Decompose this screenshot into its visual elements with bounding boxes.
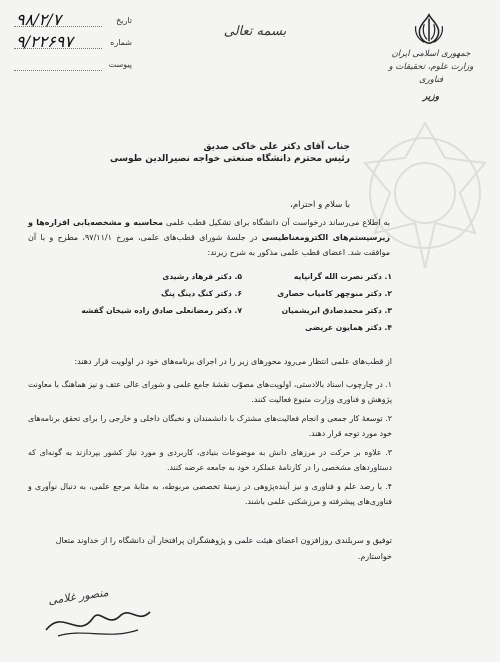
members-column-right — [262, 268, 392, 336]
priority-item: ۳. علاوه بر حرکت در مرزهای دانش به موضوعات بنیادی، کاربردی و مورد نیاز کشور بپردازند به گونه‌ای که دستاوردهای مشخصی را در کارنامهٔ عملکرد خود به جامعه عرضه کنند. — [28, 448, 392, 472]
greeting: با سلام و احترام، — [290, 200, 350, 210]
priority-item: ۱. در چارچوب اسناد بالادستی، اولویت‌های مصوّب نقشهٔ جامع علمی و شورای عالی عتف و نیز هماهنگ با معاونت پژوهش و فناوری وزارت متبوع فعالیت کنند. — [28, 380, 392, 404]
member-item: ۴. دکتر همایون عریضی — [305, 323, 392, 332]
intro-text-2: در جلسهٔ شورای قطب‌های علمی، مورخ ۹۷/۱۱/۱، مطرح و با آن موافقت شد. اعضای قطب علمی مذکور به شرح زیرند: — [28, 233, 390, 257]
date-row — [14, 12, 132, 34]
expectation-text: از قطب‌های علمی انتظار می‌رود محورهای زیر را در اجرای برنامه‌های خود در اولویت قرار دهند: — [74, 357, 392, 366]
member-item: ۳. دکتر محمدصادق ابریشمیان — [281, 306, 392, 315]
date-value: ۹۸/۲/۷ — [16, 10, 62, 29]
letter-metadata — [14, 12, 132, 78]
member-item: ۵. دکتر فرهاد رشیدی — [162, 272, 242, 281]
intro-text-1: به اطلاع می‌رساند درخواست آن دانشگاه برای تشکیل قطب علمی — [162, 218, 390, 227]
number-row — [14, 34, 132, 56]
number-value: ۹/۲۲۶۹۷ — [16, 32, 73, 51]
center-title: محاسبه و مشخصه‌یابی افزاره‌ها و زیرسیستم‌های الکترومغناطیسی — [28, 218, 390, 242]
date-label: تاریخ — [116, 16, 132, 25]
ornament-watermark-icon — [350, 118, 500, 288]
recipient-name: جناب آقای دکتر علی خاکی صدیق — [203, 142, 350, 152]
attachment-label: پیوست — [108, 60, 132, 69]
priority-item: ۲. توسعهٔ کار جمعی و انجام فعالیت‌های مشترک با دانشمندان و نخبگان داخلی و خارجی را برای تحقق برنامه‌های خود مورد توجه قرار دهند. — [28, 414, 392, 438]
member-item: ۷. دکتر رمضانعلی صادق زاده شیخان گفشه — [81, 306, 242, 315]
org-title: وزیر — [422, 92, 440, 102]
attachment-row — [14, 56, 132, 78]
intro-paragraph — [28, 215, 390, 260]
recipient-title: رئیس محترم دانشگاه صنعتی خواجه نصیرالدین طوسی — [110, 154, 350, 164]
member-item: ۲. دکتر منوچهر کامیاب حصاری — [277, 289, 392, 298]
member-item: ۶. دکتر کنگ دینگ پنگ — [161, 289, 242, 298]
iran-emblem-icon — [410, 12, 448, 46]
signatory-name: منصور غلامی — [47, 585, 110, 608]
organization-header — [376, 48, 486, 104]
org-line-1: جمهوری اسلامی ایران — [391, 49, 471, 59]
members-column-left — [81, 268, 242, 319]
closing-paragraph: توفیق و سربلندی روزافزون اعضای هیئت علمی و پژوهشگران پرافتخار آن دانشگاه را از خداوند متعال خواستارم. — [55, 536, 392, 561]
member-item: ۱. دکتر نصرت الله گرانپایه — [293, 272, 392, 281]
priority-list — [28, 378, 392, 514]
priority-item: ۴. با رصد علم و فناوری و نیز آینده‌پژوهی در زمینهٔ تخصصی مربوطه، به مثابهٔ مرجع علمی، به دنبال نوآوری و فناوری‌های پیشرفته و مرزشکنی علمی باشند. — [28, 482, 392, 506]
org-line-2: وزارت علوم، تحقیقات و فناوری — [388, 62, 474, 85]
number-label: شماره — [110, 38, 132, 47]
invocation-heading: بسمه تعالی — [223, 24, 287, 39]
attachment-line — [14, 70, 102, 71]
